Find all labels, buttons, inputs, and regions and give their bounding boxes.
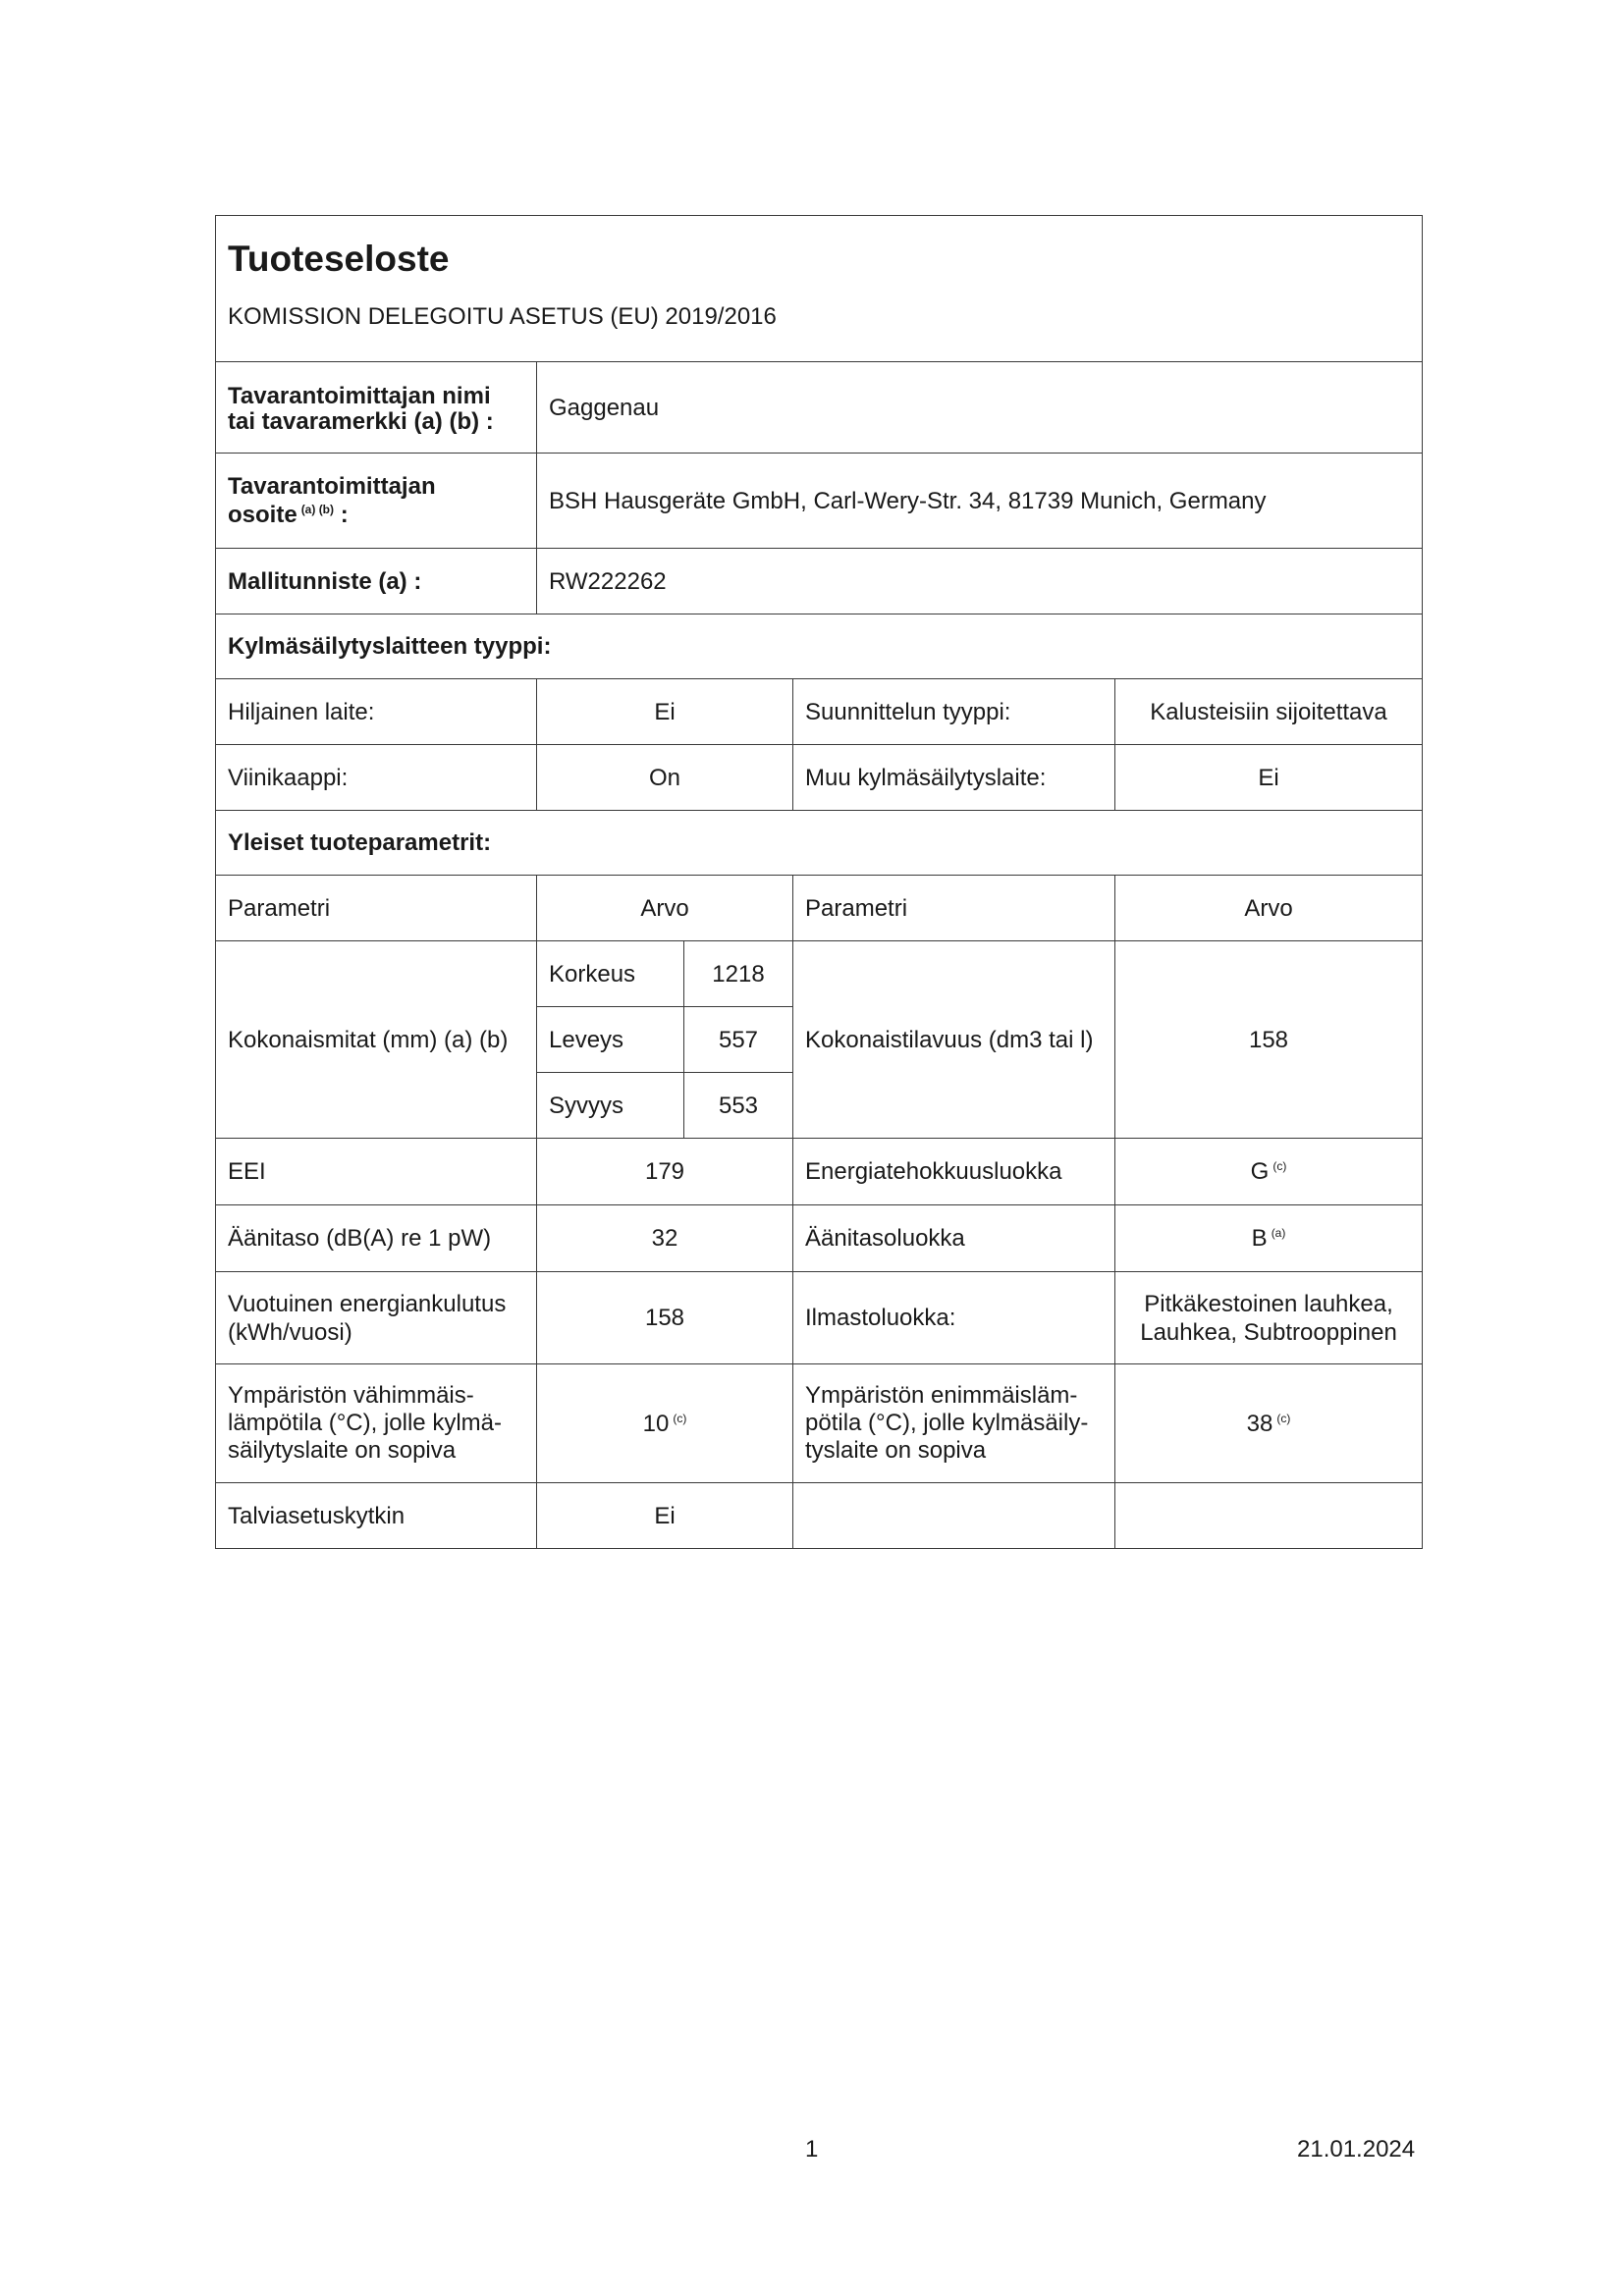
min-temperature-footnote: (c) xyxy=(673,1411,687,1425)
annual-consumption-row xyxy=(216,1272,1423,1364)
energy-class-label: Energiatehokkuusluokka xyxy=(793,1139,1115,1205)
column-header-value: Arvo xyxy=(537,876,793,941)
wine-cabinet-label: Viinikaappi: xyxy=(216,745,537,811)
dimensions-row-height xyxy=(216,941,1423,1007)
noise-row xyxy=(216,1205,1423,1272)
supplier-address-label: Tavarantoimittajan osoite $^{(a) (b)}$ : xyxy=(216,454,537,549)
ambient-temperature-row xyxy=(216,1364,1423,1483)
supplier-name-row xyxy=(216,362,1423,454)
winter-switch-row xyxy=(216,1483,1423,1549)
total-volume-label: Kokonaistilavuus (dm3 tai l) xyxy=(793,941,1115,1139)
winter-switch-label: Talviasetuskytkin xyxy=(216,1483,537,1549)
energy-class-footnote: (c) xyxy=(1272,1159,1287,1173)
params-column-header-row xyxy=(216,876,1423,941)
params-section-heading: Yleiset tuoteparametrit: xyxy=(216,811,1423,876)
model-label: Mallitunniste (a) : xyxy=(216,549,537,614)
column-header-parameter: Parametri xyxy=(793,876,1115,941)
noise-value: 32 xyxy=(537,1205,793,1272)
document-title: Tuoteseloste xyxy=(228,239,450,279)
noise-class-value: B $^{(a)}$ xyxy=(1115,1205,1423,1272)
max-temperature-footnote: (c) xyxy=(1276,1411,1291,1425)
other-appliance-value: Ei xyxy=(1115,745,1423,811)
params-heading-row xyxy=(216,811,1423,876)
annual-consumption-value: 158 xyxy=(537,1272,793,1364)
noise-label: Äänitaso (dB(A) re 1 pW) xyxy=(216,1205,537,1272)
winter-switch-value: Ei xyxy=(537,1483,793,1549)
depth-value: 553 xyxy=(684,1073,793,1139)
type-row-1 xyxy=(216,679,1423,745)
eei-value: 179 xyxy=(537,1139,793,1205)
low-noise-value: Ei xyxy=(537,679,793,745)
type-heading-row xyxy=(216,614,1423,679)
climate-class-label: Ilmastoluokka: xyxy=(793,1272,1115,1364)
type-row-2 xyxy=(216,745,1423,811)
design-type-value: Kalusteisiin sijoitettava xyxy=(1115,679,1423,745)
design-type-label: Suunnittelun tyyppi: xyxy=(793,679,1115,745)
header-row xyxy=(216,216,1423,362)
eei-label: EEI xyxy=(216,1139,537,1205)
supplier-name-value: Gaggenau xyxy=(537,362,1423,454)
depth-label: Syvyys xyxy=(537,1073,684,1139)
eei-row xyxy=(216,1139,1423,1205)
model-value: RW222262 xyxy=(537,549,1423,614)
page-number: 1 xyxy=(805,2136,819,2163)
total-volume-value: 158 xyxy=(1115,941,1423,1139)
width-label: Leveys xyxy=(537,1007,684,1073)
column-header-parameter: Parametri xyxy=(216,876,537,941)
width-value: 557 xyxy=(684,1007,793,1073)
document-date: 21.01.2024 xyxy=(1297,2136,1416,2163)
other-appliance-label: Muu kylmäsäilytyslaite: xyxy=(793,745,1115,811)
max-temperature-label: Ympäristön enimmäisläm- pötila (°C), jolle kylmäsäily- tyslaite on sopiva xyxy=(793,1364,1115,1483)
energy-class-value: G $^{(c)}$ xyxy=(1115,1139,1423,1205)
supplier-address-value: BSH Hausgeräte GmbH, Carl-Wery-Str. 34, 81739 Munich, Germany xyxy=(537,454,1423,549)
low-noise-label: Hiljainen laite: xyxy=(216,679,537,745)
type-section-heading: Kylmäsäilytyslaitteen tyyppi: xyxy=(216,614,1423,679)
address-footnote: (a) (b) xyxy=(300,503,335,516)
dimensions-label: Kokonaismitat (mm) (a) (b) xyxy=(216,941,537,1139)
min-temperature-value: 10 $^{(c)}$ xyxy=(537,1364,793,1483)
column-header-value: Arvo xyxy=(1115,876,1423,941)
max-temperature-value: 38 $^{(c)}$ xyxy=(1115,1364,1423,1483)
annual-consumption-label: Vuotuinen energiankulutus (kWh/vuosi) xyxy=(216,1272,537,1364)
min-temperature-label: Ympäristön vähimmäis- lämpötila (°C), jolle kylmä- säilytyslaite on sopiva xyxy=(216,1364,537,1483)
product-information-sheet xyxy=(215,215,1423,1549)
supplier-name-label: Tavarantoimittajan nimi tai tavaramerkki (a) (b) : xyxy=(216,362,537,454)
noise-class-label: Äänitasoluokka xyxy=(793,1205,1115,1272)
regulation-subtitle: KOMISSION DELEGOITU ASETUS (EU) 2019/2016 xyxy=(228,303,777,330)
height-value: 1218 xyxy=(684,941,793,1007)
wine-cabinet-value: On xyxy=(537,745,793,811)
climate-class-value: Pitkäkestoinen lauhkea, Lauhkea, Subtrooppinen xyxy=(1115,1272,1423,1364)
model-row xyxy=(216,549,1423,614)
header-cell xyxy=(216,216,1423,362)
noise-class-footnote: (a) xyxy=(1271,1226,1286,1240)
empty-cell xyxy=(793,1483,1115,1549)
height-label: Korkeus xyxy=(537,941,684,1007)
supplier-address-row xyxy=(216,454,1423,549)
empty-cell xyxy=(1115,1483,1423,1549)
